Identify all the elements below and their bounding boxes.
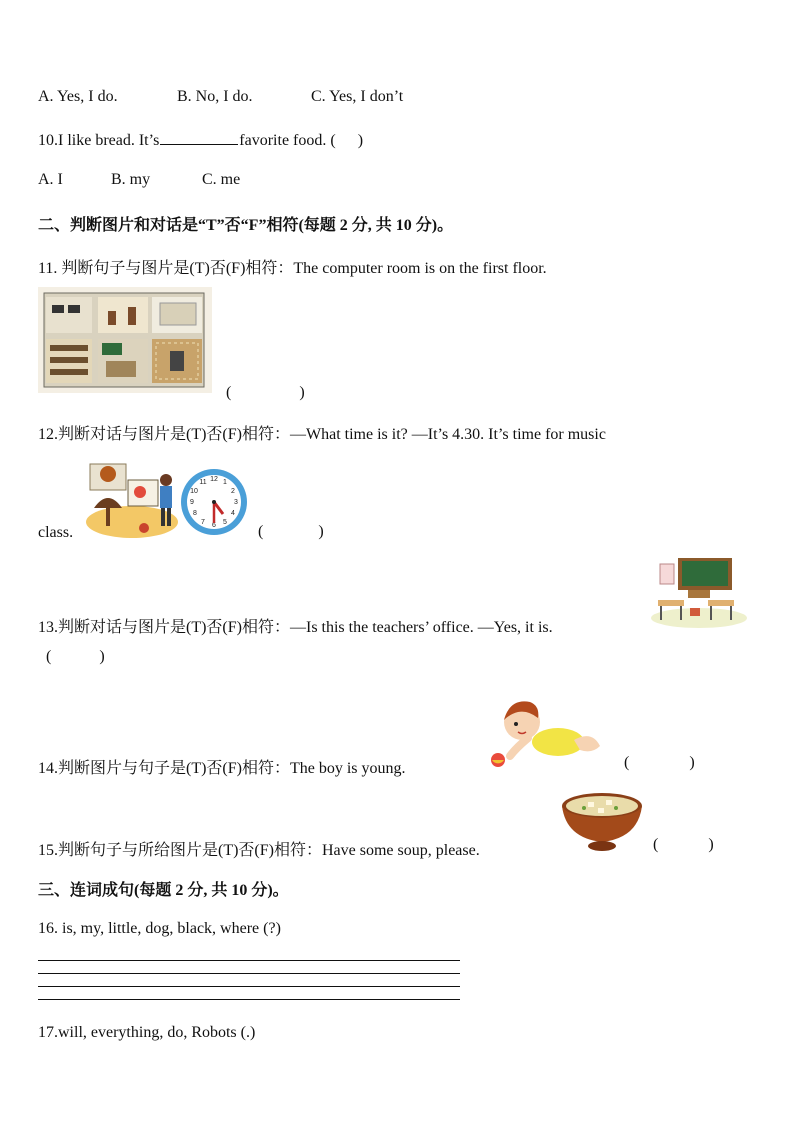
soup-bowl-image: [560, 790, 644, 854]
baby-boy-image: [488, 690, 604, 770]
q10-paren-close: ): [357, 132, 364, 149]
q16-answer-line[interactable]: [38, 999, 460, 1000]
svg-text:6: 6: [212, 522, 216, 529]
q9-option-a: A. Yes, I do.: [38, 88, 118, 105]
section2-title: 二、判断图片和对话是“T”否“F”相符(每题 2 分, 共 10 分)。: [38, 217, 454, 234]
q10-question: [38, 130, 363, 150]
q16-answer-line[interactable]: [38, 986, 460, 987]
classroom-image: [650, 556, 748, 630]
q9-option-b: B. No, I do.: [177, 88, 253, 105]
q9-option-c: C. Yes, I don’t: [311, 88, 404, 105]
q15-answer-paren[interactable]: ( ): [653, 836, 714, 853]
clock-icon: [179, 467, 249, 537]
q12-text-continued: class.: [38, 524, 74, 541]
svg-text:2: 2: [231, 488, 235, 495]
svg-text:3: 3: [234, 499, 238, 506]
q10-text-after: favorite food. (: [239, 132, 336, 149]
q15-text: 15.判断句子与所给图片是(T)否(F)相符：Have some soup, please.: [38, 842, 480, 859]
svg-text:9: 9: [190, 499, 194, 506]
q10-option-b: B. my: [111, 171, 151, 188]
q10-option-a: A. I: [38, 171, 63, 188]
svg-text:12: 12: [210, 476, 218, 483]
svg-text:8: 8: [193, 510, 197, 517]
q13-text: 13.判断对话与图片是(T)否(F)相符：—Is this the teachers’ office. —Yes, it is.: [38, 619, 553, 636]
q14-answer-paren[interactable]: ( ): [624, 754, 695, 771]
school-building-image: [38, 287, 212, 393]
q17-text: 17.will, everything, do, Robots (.): [38, 1024, 256, 1041]
q16-answer-line[interactable]: [38, 973, 460, 974]
svg-text:11: 11: [199, 479, 207, 486]
music-class-image: [84, 458, 180, 540]
svg-text:10: 10: [190, 488, 198, 495]
svg-text:5: 5: [223, 519, 227, 526]
svg-text:7: 7: [201, 519, 205, 526]
q10-text-before: 10.I like bread. It’s: [38, 132, 160, 149]
q11-answer-paren[interactable]: ( ): [226, 384, 305, 401]
q12-text: 12.判断对话与图片是(T)否(F)相符：—What time is it? —It’s 4.30. It’s time for music: [38, 426, 606, 443]
section3-title: 三、连词成句(每题 2 分, 共 10 分)。: [38, 882, 289, 899]
q16-answer-line[interactable]: [38, 960, 460, 961]
svg-text:4: 4: [231, 510, 235, 517]
q12-answer-paren[interactable]: ( ): [258, 523, 324, 540]
q13-answer-paren[interactable]: ( ): [46, 648, 105, 665]
q14-text: 14.判断图片与句子是(T)否(F)相符：The boy is young.: [38, 760, 406, 777]
q16-text: 16. is, my, little, dog, black, where (?): [38, 920, 281, 937]
q11-text: 11. 判断句子与图片是(T)否(F)相符：The computer room is on the first floor.: [38, 260, 547, 277]
q10-option-c: C. me: [202, 171, 241, 188]
svg-text:1: 1: [223, 479, 227, 486]
q10-blank[interactable]: [160, 130, 238, 145]
